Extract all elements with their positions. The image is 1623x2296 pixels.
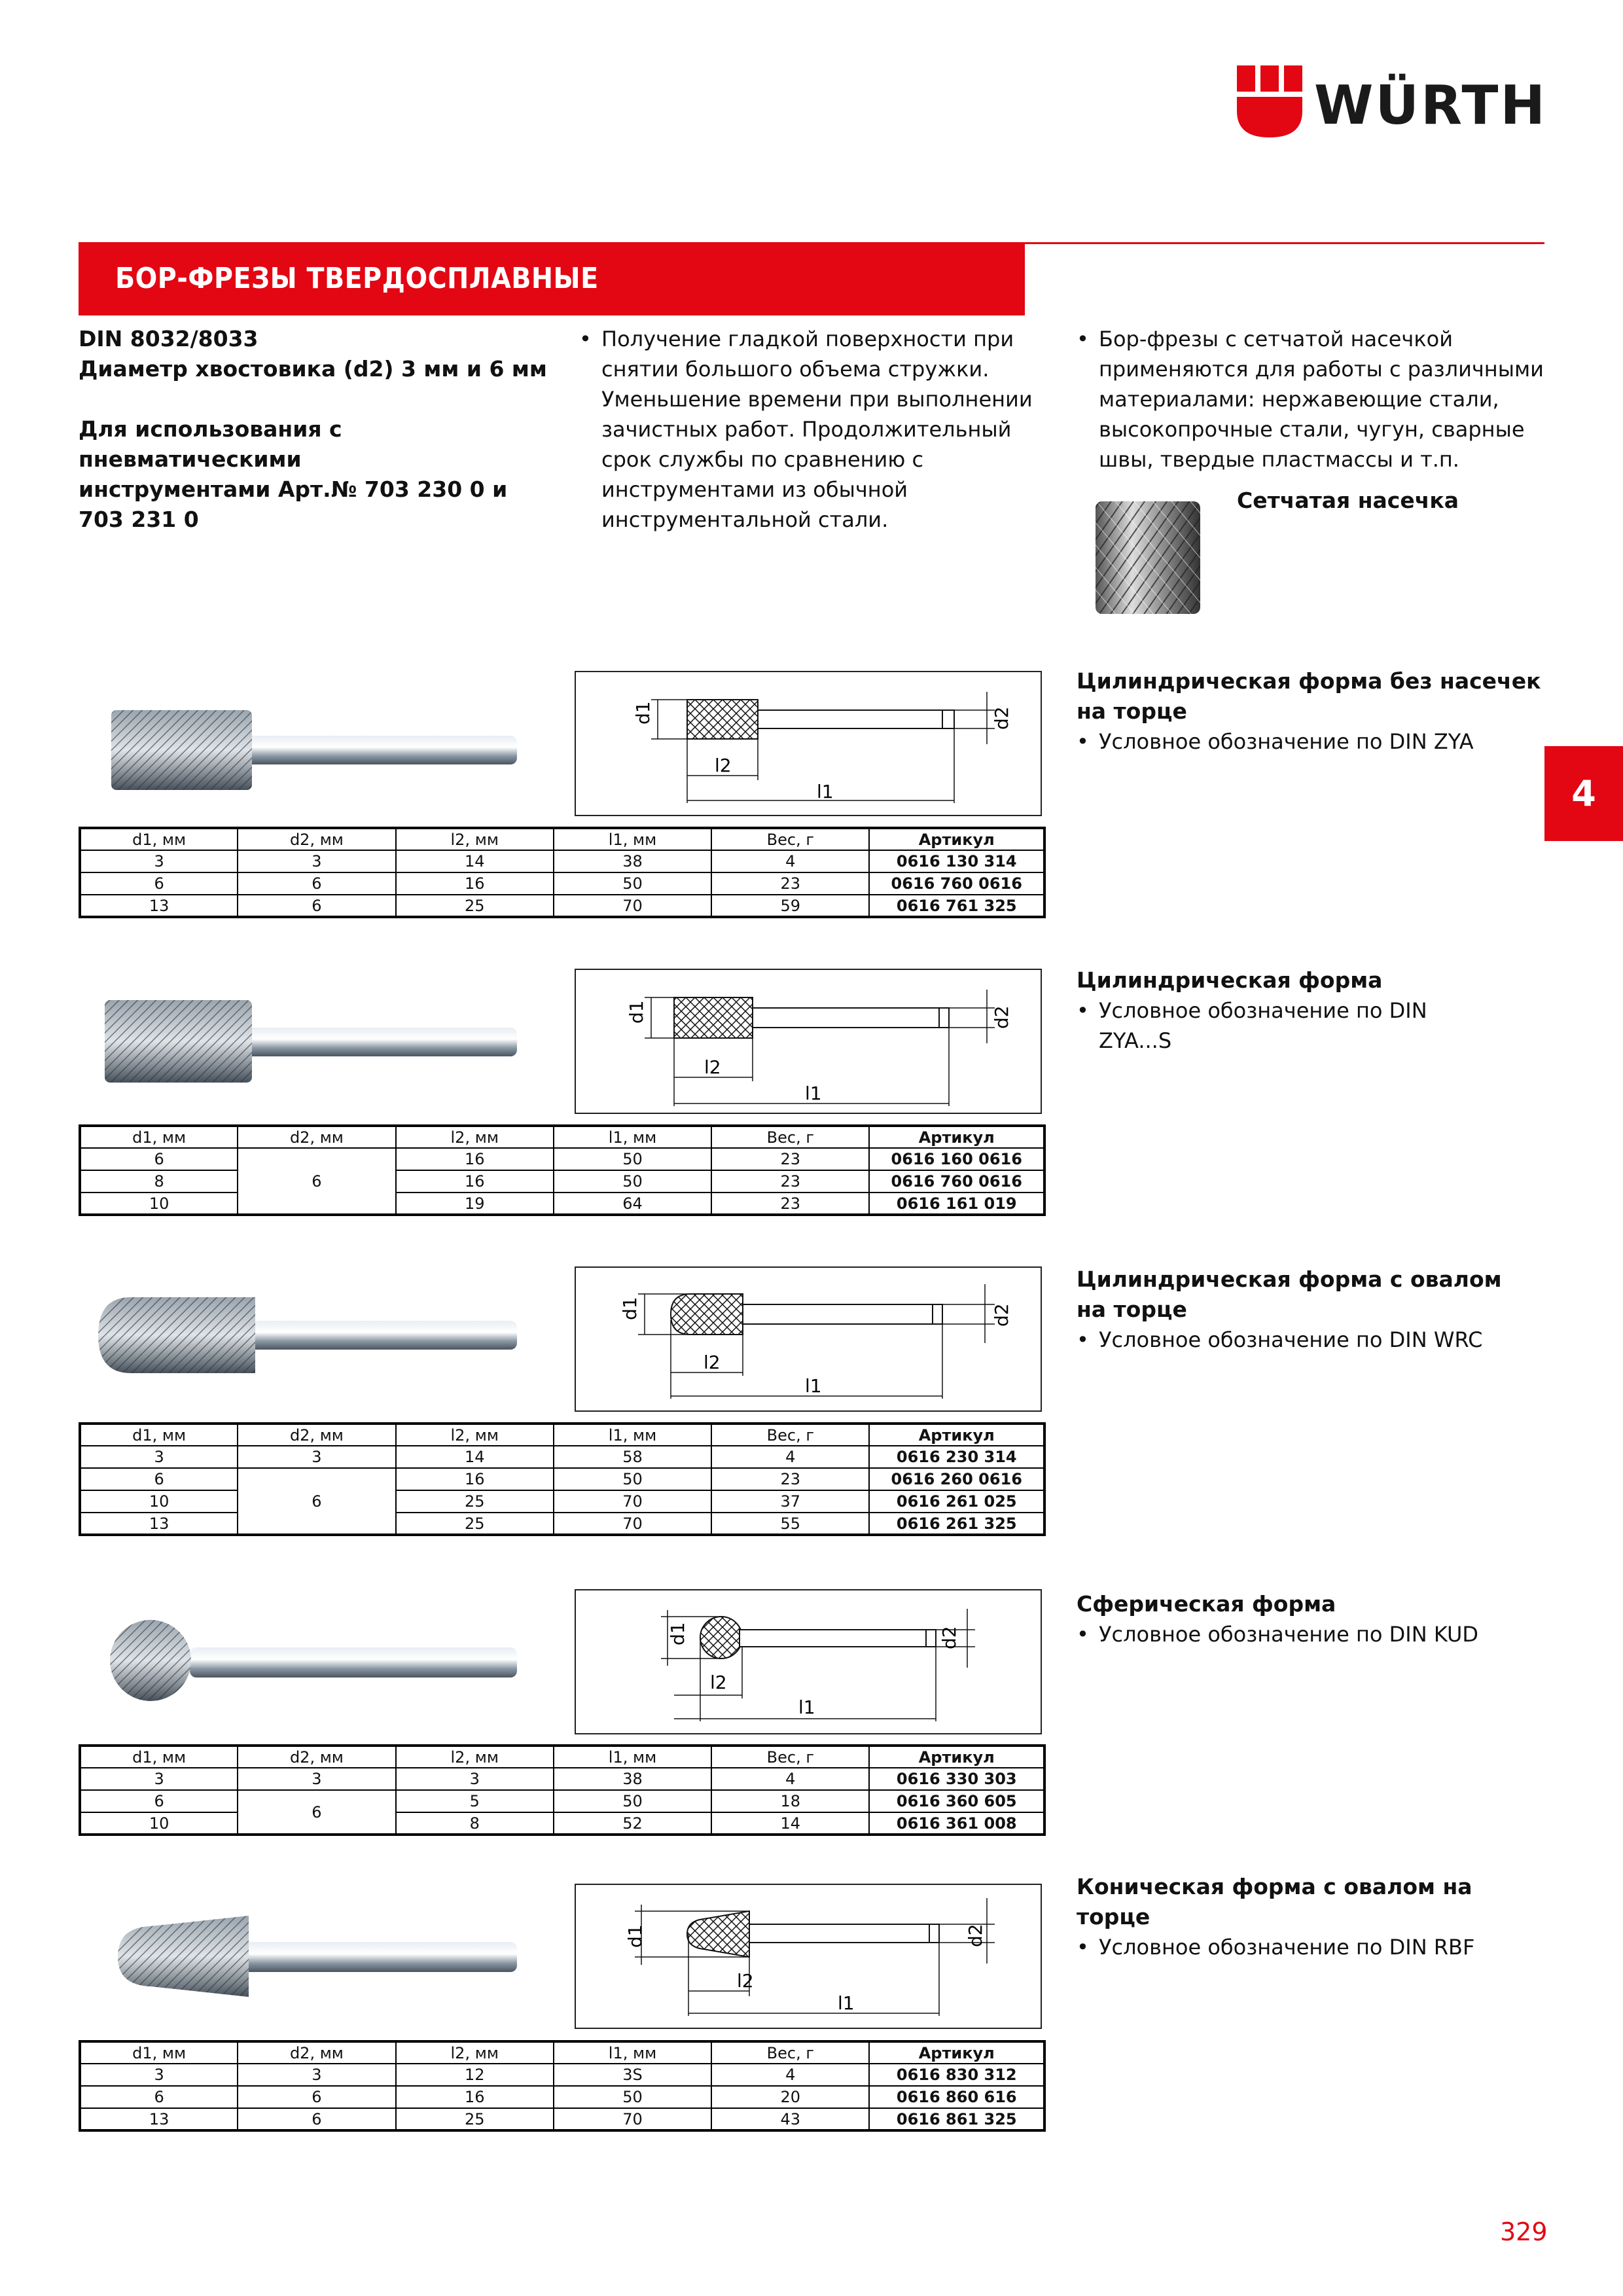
table-row bbox=[80, 850, 1044, 872]
table-cell: 19 bbox=[396, 1193, 554, 1215]
product-desc-5 bbox=[1077, 1872, 1548, 1962]
table-cell: 6 bbox=[238, 1148, 395, 1215]
table-cell: 0616 160 0616 bbox=[869, 1148, 1044, 1170]
table-cell: 38 bbox=[554, 1768, 711, 1790]
page-number: 329 bbox=[1500, 2217, 1548, 2246]
table-cell: 4 bbox=[711, 1446, 869, 1468]
table-cell: 3S bbox=[554, 2064, 711, 2086]
product-diagram-2 bbox=[575, 969, 1042, 1114]
table-cell: 5 bbox=[396, 1790, 554, 1812]
table-cell: 0616 261 325 bbox=[869, 1513, 1044, 1535]
table-row bbox=[80, 2108, 1044, 2130]
table-cell: 0616 360 605 bbox=[869, 1790, 1044, 1812]
table-cell: 3 bbox=[80, 1446, 238, 1468]
svg-text:d1: d1 bbox=[624, 1924, 646, 1948]
table-header-cell: l1, мм bbox=[554, 2041, 711, 2064]
product-din-2: • Условное обозначение по DIN ZYA...S bbox=[1077, 996, 1548, 1056]
svg-text:l2: l2 bbox=[704, 1056, 721, 1078]
product-title-4: Сферическая форма bbox=[1077, 1591, 1336, 1617]
table-cell: 6 bbox=[238, 1790, 395, 1835]
product-diagram-1 bbox=[575, 671, 1042, 816]
table-cell: 3 bbox=[238, 850, 395, 872]
table-row bbox=[80, 1170, 1044, 1193]
table-header-cell: d1, мм bbox=[80, 1126, 238, 1148]
svg-text:d1: d1 bbox=[619, 1297, 641, 1320]
intro-applications bbox=[1077, 324, 1548, 475]
product-photo-3 bbox=[79, 1268, 550, 1399]
spec-table-3 bbox=[79, 1422, 1046, 1536]
svg-text:l1: l1 bbox=[838, 1992, 855, 2014]
svg-text:l2: l2 bbox=[704, 1352, 721, 1373]
product-title-1-line2: на торце bbox=[1077, 698, 1187, 724]
product-din-4: • Условное обозначение по DIN KUD bbox=[1077, 1619, 1548, 1649]
table-cell: 25 bbox=[396, 1490, 554, 1513]
table-cell: 23 bbox=[711, 1148, 869, 1170]
product-photo-2 bbox=[79, 975, 550, 1106]
table-cell: 0616 330 303 bbox=[869, 1768, 1044, 1790]
bullet-icon: • bbox=[1077, 1935, 1089, 1960]
table-cell: 52 bbox=[554, 1812, 711, 1835]
table-row bbox=[80, 1468, 1044, 1490]
table-header-row bbox=[80, 1424, 1044, 1446]
table-cell: 6 bbox=[238, 872, 395, 895]
product-diagram-3 bbox=[575, 1266, 1042, 1412]
table-row bbox=[80, 1490, 1044, 1513]
product-title-2: Цилиндрическая форма bbox=[1077, 967, 1383, 993]
table-cell: 16 bbox=[396, 1148, 554, 1170]
table-cell: 14 bbox=[396, 1446, 554, 1468]
table-header-cell: Вес, г bbox=[711, 1746, 869, 1768]
table-cell: 6 bbox=[238, 2086, 395, 2108]
table-cell: 3 bbox=[396, 1768, 554, 1790]
table-cell: 18 bbox=[711, 1790, 869, 1812]
bullet-icon: • bbox=[1077, 1327, 1089, 1352]
table-header-cell: Артикул bbox=[869, 1126, 1044, 1148]
section-header bbox=[79, 242, 1025, 315]
table-cell: 70 bbox=[554, 1490, 711, 1513]
table-header-row bbox=[80, 1126, 1044, 1148]
product-title-3-line2: на торце bbox=[1077, 1297, 1187, 1322]
table-header-cell: l1, мм bbox=[554, 1746, 711, 1768]
bullet-icon: • bbox=[1077, 998, 1089, 1023]
table-header-cell: l1, мм bbox=[554, 1126, 711, 1148]
table-cell: 23 bbox=[711, 1170, 869, 1193]
table-cell: 0616 361 008 bbox=[869, 1812, 1044, 1835]
table-cell: 6 bbox=[238, 2108, 395, 2130]
table-cell: 55 bbox=[711, 1513, 869, 1535]
table-row bbox=[80, 872, 1044, 895]
intro-benefits bbox=[579, 324, 1050, 535]
table-row bbox=[80, 2064, 1044, 2086]
table-cell: 3 bbox=[238, 1768, 395, 1790]
table-header-cell: Артикул bbox=[869, 1746, 1044, 1768]
table-cell: 13 bbox=[80, 1513, 238, 1535]
table-row bbox=[80, 1790, 1044, 1812]
svg-text:d2: d2 bbox=[991, 1303, 1012, 1327]
svg-text:d2: d2 bbox=[938, 1626, 960, 1649]
table-cell: 16 bbox=[396, 1468, 554, 1490]
knurl-label: Сетчатая насечка bbox=[1237, 488, 1459, 513]
table-cell: 50 bbox=[554, 1148, 711, 1170]
table-row bbox=[80, 2086, 1044, 2108]
table-header-cell: d2, мм bbox=[238, 1746, 395, 1768]
table-cell: 3 bbox=[80, 1768, 238, 1790]
table-header-row bbox=[80, 828, 1044, 850]
table-header-cell: Артикул bbox=[869, 828, 1044, 850]
intro-specs bbox=[79, 324, 569, 535]
table-cell: 14 bbox=[711, 1812, 869, 1835]
bullet-icon: • bbox=[1077, 729, 1089, 754]
table-cell: 50 bbox=[554, 1790, 711, 1812]
spec-table-5 bbox=[79, 2040, 1046, 2132]
table-cell: 6 bbox=[80, 1468, 238, 1490]
intro-usage-2: инструментами Арт.№ 703 230 0 и bbox=[79, 476, 508, 502]
table-cell: 6 bbox=[80, 1148, 238, 1170]
table-cell: 25 bbox=[396, 2108, 554, 2130]
table-cell: 50 bbox=[554, 872, 711, 895]
svg-text:l1: l1 bbox=[805, 1375, 822, 1397]
table-header-cell: d1, мм bbox=[80, 2041, 238, 2064]
product-photo-1 bbox=[79, 681, 550, 812]
product-desc-2 bbox=[1077, 965, 1548, 1056]
table-cell: 43 bbox=[711, 2108, 869, 2130]
bullet-icon: • bbox=[1077, 327, 1089, 351]
table-header-cell: l2, мм bbox=[396, 1126, 554, 1148]
table-cell: 58 bbox=[554, 1446, 711, 1468]
table-cell: 64 bbox=[554, 1193, 711, 1215]
table-cell: 4 bbox=[711, 850, 869, 872]
wurth-logo bbox=[1230, 65, 1548, 137]
svg-text:l2: l2 bbox=[737, 1970, 754, 1992]
table-cell: 0616 830 312 bbox=[869, 2064, 1044, 2086]
table-cell: 16 bbox=[396, 2086, 554, 2108]
table-header-row bbox=[80, 2041, 1044, 2064]
table-cell: 20 bbox=[711, 2086, 869, 2108]
table-header-cell: Вес, г bbox=[711, 1126, 869, 1148]
intro-benefits-text: Получение гладкой поверхности при снятии большого объема стружки. Уменьшение времени при выполнении зачистных работ. Продолжительный срок службы по сравнению с инструментами из обычной инструментальной стали. bbox=[601, 327, 1033, 532]
svg-text:l1: l1 bbox=[805, 1083, 822, 1104]
knurl-sample-image bbox=[1092, 496, 1204, 617]
table-cell: 25 bbox=[396, 895, 554, 917]
product-title-5: Коническая форма с овалом на торце bbox=[1077, 1874, 1472, 1929]
table-header-cell: l2, мм bbox=[396, 1746, 554, 1768]
table-row bbox=[80, 1768, 1044, 1790]
table-cell: 8 bbox=[396, 1812, 554, 1835]
table-cell: 4 bbox=[711, 2064, 869, 2086]
table-cell: 0616 261 025 bbox=[869, 1490, 1044, 1513]
intro-applications-text: Бор-фрезы с сетчатой насечкой применяются для работы с различными материалами: нержавеющие стали, высокопрочные стали, чугун, сварные швы, твердые пластмассы и т.п. bbox=[1099, 327, 1544, 472]
table-header-cell: Вес, г bbox=[711, 1424, 869, 1446]
chapter-tab[interactable]: 4 bbox=[1544, 746, 1623, 841]
product-din-5: • Условное обозначение по DIN RBF bbox=[1077, 1932, 1548, 1962]
wurth-logo-mark bbox=[1237, 65, 1302, 137]
table-row bbox=[80, 1513, 1044, 1535]
table-cell: 14 bbox=[396, 850, 554, 872]
product-desc-1 bbox=[1077, 666, 1548, 757]
product-desc-4 bbox=[1077, 1589, 1548, 1649]
table-header-cell: d1, мм bbox=[80, 828, 238, 850]
product-title-1-line1: Цилиндрическая форма без насечек bbox=[1077, 668, 1541, 694]
table-header-cell: Артикул bbox=[869, 1424, 1044, 1446]
dim-label-l1: l1 bbox=[817, 781, 834, 802]
table-header-cell: Вес, г bbox=[711, 2041, 869, 2064]
table-cell: 10 bbox=[80, 1193, 238, 1215]
svg-text:l1: l1 bbox=[798, 1696, 815, 1718]
table-cell: 50 bbox=[554, 1468, 711, 1490]
table-cell: 13 bbox=[80, 2108, 238, 2130]
bullet-icon: • bbox=[1077, 1622, 1089, 1647]
svg-text:d1: d1 bbox=[667, 1622, 688, 1645]
spec-table-2 bbox=[79, 1124, 1046, 1216]
table-cell: 6 bbox=[80, 872, 238, 895]
intro-usage-3: 703 231 0 bbox=[79, 507, 199, 532]
dim-label-d1: d1 bbox=[632, 701, 654, 725]
table-cell: 8 bbox=[80, 1170, 238, 1193]
table-cell: 3 bbox=[80, 850, 238, 872]
table-cell: 3 bbox=[238, 1446, 395, 1468]
dim-label-d2: d2 bbox=[991, 706, 1012, 730]
table-cell: 23 bbox=[711, 1468, 869, 1490]
product-desc-3 bbox=[1077, 1265, 1548, 1355]
spec-table-4 bbox=[79, 1744, 1046, 1836]
table-cell: 25 bbox=[396, 1513, 554, 1535]
table-header-cell: d2, мм bbox=[238, 1424, 395, 1446]
svg-text:d1: d1 bbox=[626, 1000, 647, 1024]
table-header-cell: d2, мм bbox=[238, 1126, 395, 1148]
table-cell: 0616 260 0616 bbox=[869, 1468, 1044, 1490]
table-cell: 6 bbox=[238, 895, 395, 917]
table-cell: 23 bbox=[711, 872, 869, 895]
table-cell: 3 bbox=[238, 2064, 395, 2086]
table-cell: 50 bbox=[554, 2086, 711, 2108]
intro-din: DIN 8032/8033 bbox=[79, 326, 259, 351]
table-cell: 0616 761 325 bbox=[869, 895, 1044, 917]
table-cell: 59 bbox=[711, 895, 869, 917]
table-cell: 37 bbox=[711, 1490, 869, 1513]
product-photo-4 bbox=[79, 1594, 550, 1725]
table-cell: 6 bbox=[80, 2086, 238, 2108]
table-row bbox=[80, 1446, 1044, 1468]
table-cell: 23 bbox=[711, 1193, 869, 1215]
table-cell: 10 bbox=[80, 1812, 238, 1835]
product-title-3-line1: Цилиндрическая форма с овалом bbox=[1077, 1266, 1502, 1292]
product-din-3: • Условное обозначение по DIN WRC bbox=[1077, 1325, 1548, 1355]
table-cell: 3 bbox=[80, 2064, 238, 2086]
table-header-cell: Артикул bbox=[869, 2041, 1044, 2064]
table-header-cell: l2, мм bbox=[396, 1424, 554, 1446]
table-row bbox=[80, 895, 1044, 917]
table-cell: 0616 130 314 bbox=[869, 850, 1044, 872]
table-cell: 4 bbox=[711, 1768, 869, 1790]
table-header-row bbox=[80, 1746, 1044, 1768]
table-header-cell: d1, мм bbox=[80, 1746, 238, 1768]
table-cell: 0616 161 019 bbox=[869, 1193, 1044, 1215]
intro-usage-1: Для использования с пневматическими bbox=[79, 416, 342, 472]
table-cell: 38 bbox=[554, 850, 711, 872]
table-header-cell: d1, мм bbox=[80, 1424, 238, 1446]
product-diagram-4 bbox=[575, 1589, 1042, 1734]
table-header-cell: l1, мм bbox=[554, 1424, 711, 1446]
table-header-cell: l2, мм bbox=[396, 828, 554, 850]
svg-text:d2: d2 bbox=[991, 1005, 1012, 1029]
page-title: БОР-ФРЕЗЫ ТВЕРДОСПЛАВНЫЕ bbox=[115, 262, 599, 295]
table-row bbox=[80, 1812, 1044, 1835]
product-photo-5 bbox=[79, 1888, 550, 2019]
table-cell: 16 bbox=[396, 1170, 554, 1193]
dim-label-l2: l2 bbox=[715, 755, 732, 776]
table-cell: 13 bbox=[80, 895, 238, 917]
table-row bbox=[80, 1193, 1044, 1215]
table-header-cell: d2, мм bbox=[238, 2041, 395, 2064]
product-diagram-5 bbox=[575, 1884, 1042, 2029]
table-header-cell: d2, мм bbox=[238, 828, 395, 850]
intro-shank: Диаметр хвостовика (d2) 3 мм и 6 мм bbox=[79, 356, 547, 382]
svg-text:d2: d2 bbox=[965, 1924, 986, 1947]
table-row bbox=[80, 1148, 1044, 1170]
table-header-cell: Вес, г bbox=[711, 828, 869, 850]
table-cell: 16 bbox=[396, 872, 554, 895]
spec-table-1 bbox=[79, 827, 1046, 918]
table-cell: 70 bbox=[554, 2108, 711, 2130]
table-cell: 6 bbox=[80, 1790, 238, 1812]
table-cell: 10 bbox=[80, 1490, 238, 1513]
svg-text:l2: l2 bbox=[710, 1672, 727, 1693]
table-cell: 12 bbox=[396, 2064, 554, 2086]
table-cell: 70 bbox=[554, 1513, 711, 1535]
table-cell: 50 bbox=[554, 1170, 711, 1193]
table-cell: 0616 230 314 bbox=[869, 1446, 1044, 1468]
product-din-1: • Условное обозначение по DIN ZYA bbox=[1077, 726, 1548, 757]
brand-name: WÜRTH bbox=[1314, 75, 1548, 137]
bullet-icon: • bbox=[579, 327, 592, 351]
table-cell: 6 bbox=[238, 1468, 395, 1535]
table-cell: 0616 760 0616 bbox=[869, 872, 1044, 895]
table-cell: 0616 760 0616 bbox=[869, 1170, 1044, 1193]
table-cell: 0616 860 616 bbox=[869, 2086, 1044, 2108]
table-header-cell: l2, мм bbox=[396, 2041, 554, 2064]
table-header-cell: l1, мм bbox=[554, 828, 711, 850]
table-cell: 0616 861 325 bbox=[869, 2108, 1044, 2130]
table-cell: 70 bbox=[554, 895, 711, 917]
